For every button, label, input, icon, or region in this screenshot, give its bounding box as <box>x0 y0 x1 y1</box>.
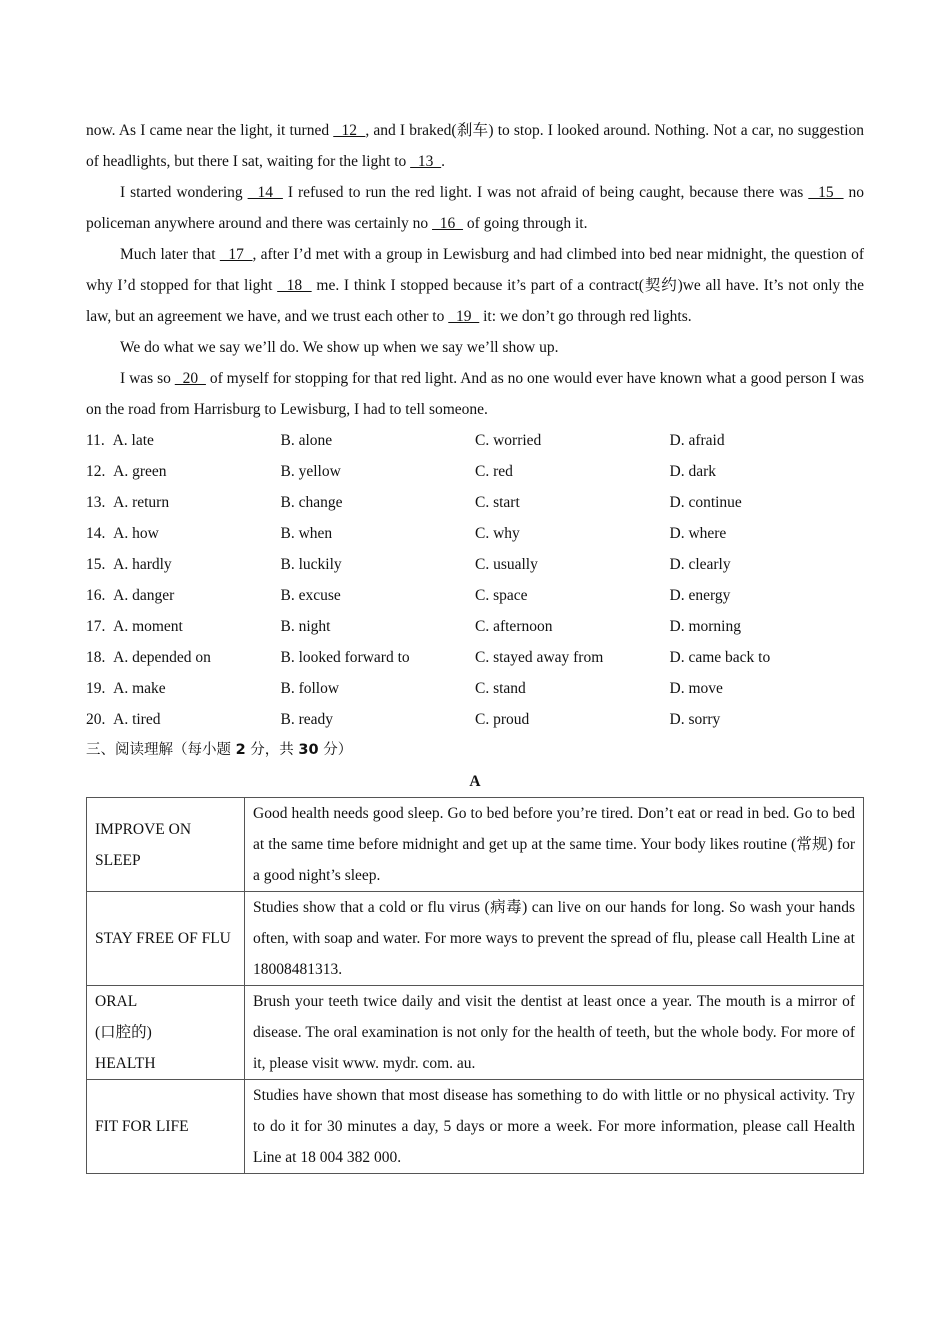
passage-paragraph-4: We do what we say we’ll do. We show up when we say we’ll show up. <box>120 339 559 356</box>
option-a: A. moment <box>113 618 183 635</box>
table-row <box>87 986 864 1080</box>
blank-13: 13 <box>410 153 442 170</box>
text: . <box>441 153 446 170</box>
question-number: 17. <box>86 618 106 635</box>
blank-17: 17 <box>219 246 253 263</box>
question-number: 15. <box>86 556 106 573</box>
option-c: C. usually <box>475 556 538 573</box>
option-b: B. alone <box>280 432 333 449</box>
passage-paragraph-2 <box>86 177 864 239</box>
option-d: D. morning <box>669 618 741 635</box>
option-d: D. move <box>669 680 723 697</box>
text: Much later that <box>120 246 220 263</box>
option-d: D. continue <box>669 494 742 511</box>
option-a: A. return <box>113 494 170 511</box>
blank-20: 20 <box>174 370 206 387</box>
table-row <box>87 1080 864 1174</box>
text: , and I braked(刹车) to stop. I looked around. Nothing. Not a car, no suggestion of headlights, but there I sat, waiting for the light to <box>86 122 865 170</box>
table-row-heading: STAY FREE OF FLU <box>87 892 245 986</box>
question-row <box>86 518 864 549</box>
text: , after I’d met with a group in Lewisburg and had climbed into bed near midnight, the question of why I’d stopped for that light <box>86 246 864 294</box>
option-c: C. proud <box>475 711 530 728</box>
blank-19: 19 <box>448 308 480 325</box>
option-d: D. dark <box>669 463 716 480</box>
blank-18: 18 <box>277 277 312 294</box>
question-row <box>86 611 864 642</box>
option-c: C. stayed away from <box>475 649 604 666</box>
question-number: 18. <box>86 649 106 666</box>
option-b: B. when <box>280 525 333 542</box>
question-number: 13. <box>86 494 106 511</box>
option-b: B. change <box>280 494 343 511</box>
option-d: D. where <box>669 525 727 542</box>
option-b: B. night <box>280 618 331 635</box>
option-c: C. worried <box>475 432 542 449</box>
blank-15: 15 <box>808 184 844 201</box>
question-number: 11. <box>86 432 105 449</box>
text: me. I think I stopped because it’s part of a contract(契约)we all have. It’s not only the law, but an agreement we have, and we trust each other to <box>86 277 864 325</box>
section-title: 三、阅读理解（每小题 2 分，共 30 分） <box>86 742 353 758</box>
option-c: C. why <box>475 525 520 542</box>
table-row-content: Good health needs good sleep. Go to bed before you’re tired. Don’t eat or read in bed. Go to bed at the same time before midnight and get up at the same time. Your body likes routine (常规) for a good night’s sleep. <box>245 798 864 892</box>
text: I started wondering <box>120 184 248 201</box>
text: of going through it. <box>463 215 588 232</box>
option-a: A. depended on <box>113 649 211 666</box>
question-row <box>86 425 864 456</box>
question-row <box>86 704 864 735</box>
question-list <box>86 425 864 735</box>
blank-14: 14 <box>247 184 283 201</box>
table-row-heading: IMPROVE ON SLEEP <box>87 798 245 892</box>
section-subtitle: A <box>469 773 481 790</box>
option-d: D. came back to <box>669 649 771 666</box>
option-b: B. yellow <box>280 463 341 480</box>
question-row <box>86 642 864 673</box>
question-number: 20. <box>86 711 106 728</box>
option-b: B. ready <box>280 711 334 728</box>
text: it: we don’t go through red lights. <box>479 308 692 325</box>
text: now. As I came near the light, it turned <box>86 122 334 139</box>
question-row <box>86 580 864 611</box>
option-c: C. red <box>475 463 513 480</box>
option-a: A. late <box>112 432 154 449</box>
option-c: C. start <box>475 494 520 511</box>
option-a: A. danger <box>113 587 175 604</box>
table-row-content: Studies have shown that most disease has something to do with little or no physical activity. Try to do it for 30 minutes a day, 5 days or more a week. For more information, please call Health Line at 18 004 382 000. <box>245 1080 864 1174</box>
passage-paragraph-5 <box>86 363 864 425</box>
option-c: C. afternoon <box>475 618 553 635</box>
question-row <box>86 487 864 518</box>
blank-16: 16 <box>432 215 464 232</box>
option-d: D. sorry <box>669 711 721 728</box>
table-row-heading: FIT FOR LIFE <box>87 1080 245 1174</box>
question-number: 16. <box>86 587 106 604</box>
question-row <box>86 673 864 704</box>
table-row <box>87 798 864 892</box>
question-row <box>86 549 864 580</box>
table-row-content: Studies show that a cold or flu virus (病毒) can live on our hands for long. So wash your hands often, with soap and water. For more ways to prevent the spread of flu, please call Health Line at 18008481313. <box>245 892 864 986</box>
blank-12: 12 <box>333 122 366 139</box>
option-a: A. make <box>113 680 166 697</box>
text: I refused to run the red light. I was not afraid of being caught, because there was <box>282 184 809 201</box>
option-c: C. space <box>475 587 528 604</box>
table-row-heading: ORAL (口腔的) HEALTH <box>87 986 245 1080</box>
question-number: 19. <box>86 680 106 697</box>
option-d: D. energy <box>669 587 731 604</box>
document-page <box>86 115 864 1174</box>
option-c: C. stand <box>475 680 526 697</box>
text: no policeman anywhere around and there was certainly no <box>86 184 865 232</box>
option-d: D. clearly <box>669 556 731 573</box>
question-number: 12. <box>86 463 106 480</box>
question-number: 14. <box>86 525 106 542</box>
option-a: A. green <box>113 463 167 480</box>
option-b: B. luckily <box>280 556 342 573</box>
table-row-content: Brush your teeth twice daily and visit the dentist at least once a year. The mouth is a mirror of disease. The oral examination is not only for the health of teeth, but the whole body. For more of it, please visit www. mydr. com. au. <box>245 986 864 1080</box>
option-a: A. how <box>113 525 159 542</box>
table-row <box>87 892 864 986</box>
health-tips-table <box>86 797 864 1174</box>
text: I was so <box>120 370 175 387</box>
question-row <box>86 456 864 487</box>
passage-paragraph-3 <box>86 239 864 332</box>
option-b: B. follow <box>280 680 340 697</box>
option-a: A. tired <box>113 711 161 728</box>
passage-paragraph-1 <box>86 115 864 177</box>
option-a: A. hardly <box>113 556 172 573</box>
option-d: D. afraid <box>669 432 725 449</box>
text: of myself for stopping for that red light. And as no one would ever have known what a good person I was on the road from Harrisburg to Lewisburg, I had to tell someone. <box>86 370 864 418</box>
option-b: B. excuse <box>280 587 341 604</box>
option-b: B. looked forward to <box>280 649 410 666</box>
